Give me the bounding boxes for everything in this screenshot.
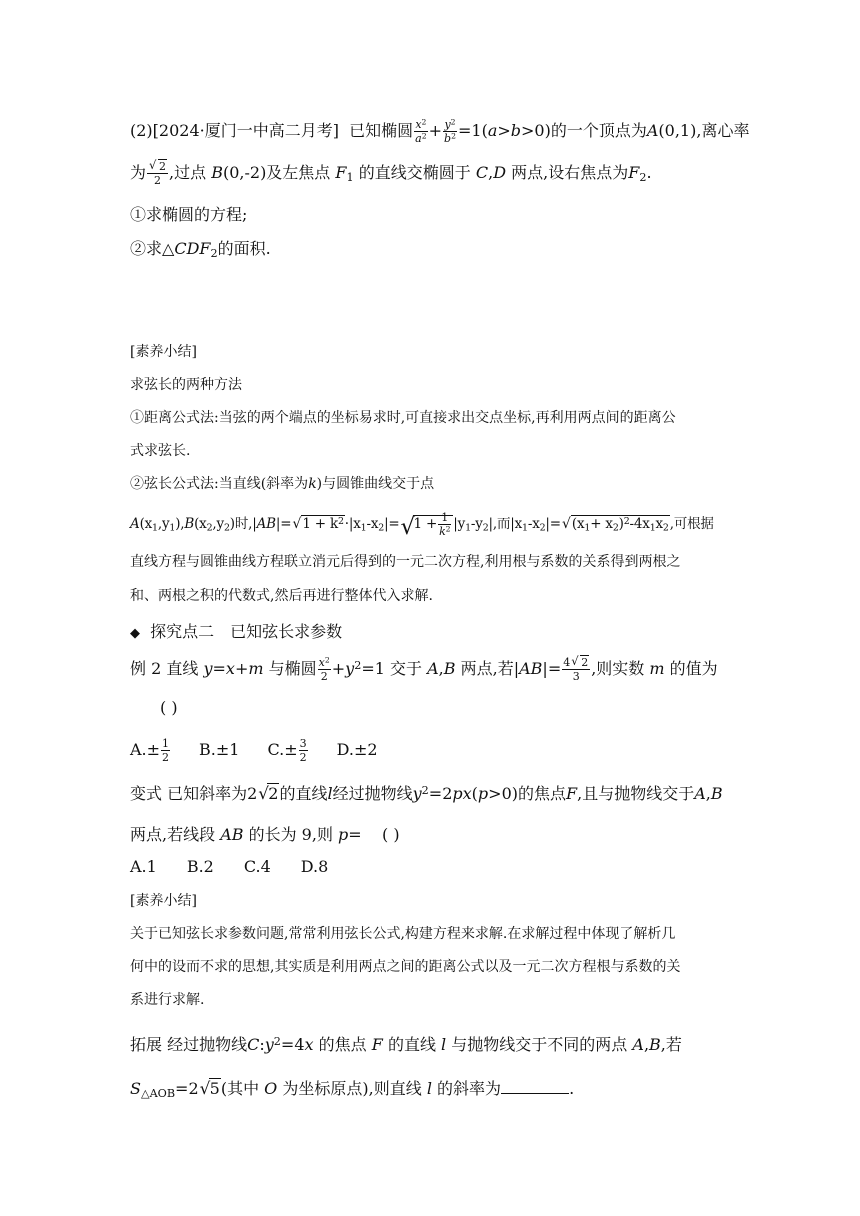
diamond-icon: ◆ xyxy=(130,626,140,641)
summary-para-2a: ②弦长公式法:当直线(斜率为k)与圆锥曲线交于点 xyxy=(130,476,435,492)
sqrt-sum-squared: √ $(x_1+ x_2)^2-4x_1x_2$ xyxy=(562,516,670,532)
option-a: A.± $\frac{1}{2}$ xyxy=(130,737,170,764)
fraction-x2-over-2: $\frac{x^2}{2}$ xyxy=(318,655,330,683)
variant-options xyxy=(130,857,328,876)
summary-para-1b: 式求弦长. xyxy=(130,443,191,459)
summary2-para-2: 何中的设而不求的思想,其实质是利用两点之间的距离公式以及一元二次方程根与系数的关 xyxy=(130,959,681,975)
chord-length-formula: $A(x_1,y_1),B(x_2,y_2)$时,|AB|=√ $1 + k^2\cdot|x_1-x_2|=√$ 1 + $\frac{1}{k^2}$ $|y_1-y_2|$,而$|x_1-x_2|=√$ $(x_1+ x_2)^2-4x_1x_2$,可根据 xyxy=(130,512,714,537)
problem-2-line-2: 为 √ $\frac{2}{2}$ ,过点 B(0,-2)及左焦点 $F_1$ 的直线交椭圆于 C,D 两点,设右焦点为$F_2$. xyxy=(130,160,652,186)
example-2-options xyxy=(130,738,378,763)
problem-2-sub-2: ②求$\triangle CDF_2$的面积. xyxy=(130,239,271,260)
summary-tag-2: [素养小结] xyxy=(130,893,197,909)
variant-line-2: 两点,若线段 AB 的长为 9,则 p= ( ) xyxy=(130,825,400,844)
summary-title: 求弦长的两种方法 xyxy=(130,377,242,393)
sqrt-1-plus-1-over-k2: √ 1 + $\frac{1}{k^2}$ xyxy=(401,512,454,537)
example-2-stem: 例 2 直线 y=x+m 与椭圆 $\frac{x^2}{2}$ $+y^2=1$ 交于 A,B 两点,若|AB|= $\frac{4√ 2}{3}$ ,则实数 m 的值为 xyxy=(130,656,718,682)
example-2-answer-paren: ( ) xyxy=(160,698,178,717)
variant-line-1: 变式 已知斜率为2√ 2的直线l经过抛物线$y^2=2px(p>0)$的焦点F,且与抛物线交于A,B xyxy=(130,781,723,804)
fraction-x2-a2: $\frac{x^2}{a^2}$ xyxy=(415,117,427,145)
summary-para-4: 和、两根之积的代数式,然后再进行整体代入求解. xyxy=(130,588,433,604)
summary-tag-1: [素养小结] xyxy=(130,344,197,360)
option-b: B.±1 xyxy=(199,740,240,759)
option-d: D.±2 xyxy=(336,740,378,759)
sqrt-1-plus-k2: √ $1 + k^2$ xyxy=(292,516,344,532)
summary2-para-3: 系进行求解. xyxy=(130,992,205,1008)
option-c: C.± $\frac{3}{2}$ xyxy=(267,737,307,764)
extension-line-2: $S_{\triangle AOB}=2√$ 5(其中 O 为坐标原点),则直线 l 的斜率为 . xyxy=(130,1076,574,1099)
fraction-sqrt2-2: √ $\frac{2}{2}$ xyxy=(147,161,168,186)
fraction-y2-b2: $\frac{y^2}{b^2}$ xyxy=(444,117,456,145)
option-a: A.1 xyxy=(130,857,157,876)
summary2-para-1: 关于已知弦长求参数问题,常常利用弦长公式,构建方程来求解.在求解过程中体现了解析几 xyxy=(130,926,676,942)
problem-2-line-1: (2)[2024·厦门一中高二月考] 已知椭圆 $\frac{x^2}{a^2}$ + $\frac{y^2}{b^2}$ =1(a>b>0)的一个顶点为A(0,1),离心率 xyxy=(130,117,750,145)
answer-blank[interactable] xyxy=(501,1079,569,1094)
fraction-4sqrt2-over-3: $\frac{4√ 2}{3}$ xyxy=(562,657,590,682)
option-b: B.2 xyxy=(186,857,214,876)
summary-para-1a: ①距离公式法:当弦的两个端点的坐标易求时,可直接求出交点坐标,再利用两点间的距离公 xyxy=(130,410,676,426)
extension-line-1: 拓展 经过抛物线$C:y^2=4x$ 的焦点 F 的直线 l 与抛物线交于不同的两点 A,B,若 xyxy=(130,1034,682,1054)
option-d: D.8 xyxy=(300,857,329,876)
summary-para-3: 直线方程与圆锥曲线方程联立消元后得到的一元二次方程,利用根与系数的关系得到两根之 xyxy=(130,554,681,570)
problem-2-sub-1: ①求椭圆的方程; xyxy=(130,205,248,224)
section-heading-2: ◆ 探究点二 已知弦长求参数 xyxy=(130,622,343,641)
option-c: C.4 xyxy=(243,857,271,876)
